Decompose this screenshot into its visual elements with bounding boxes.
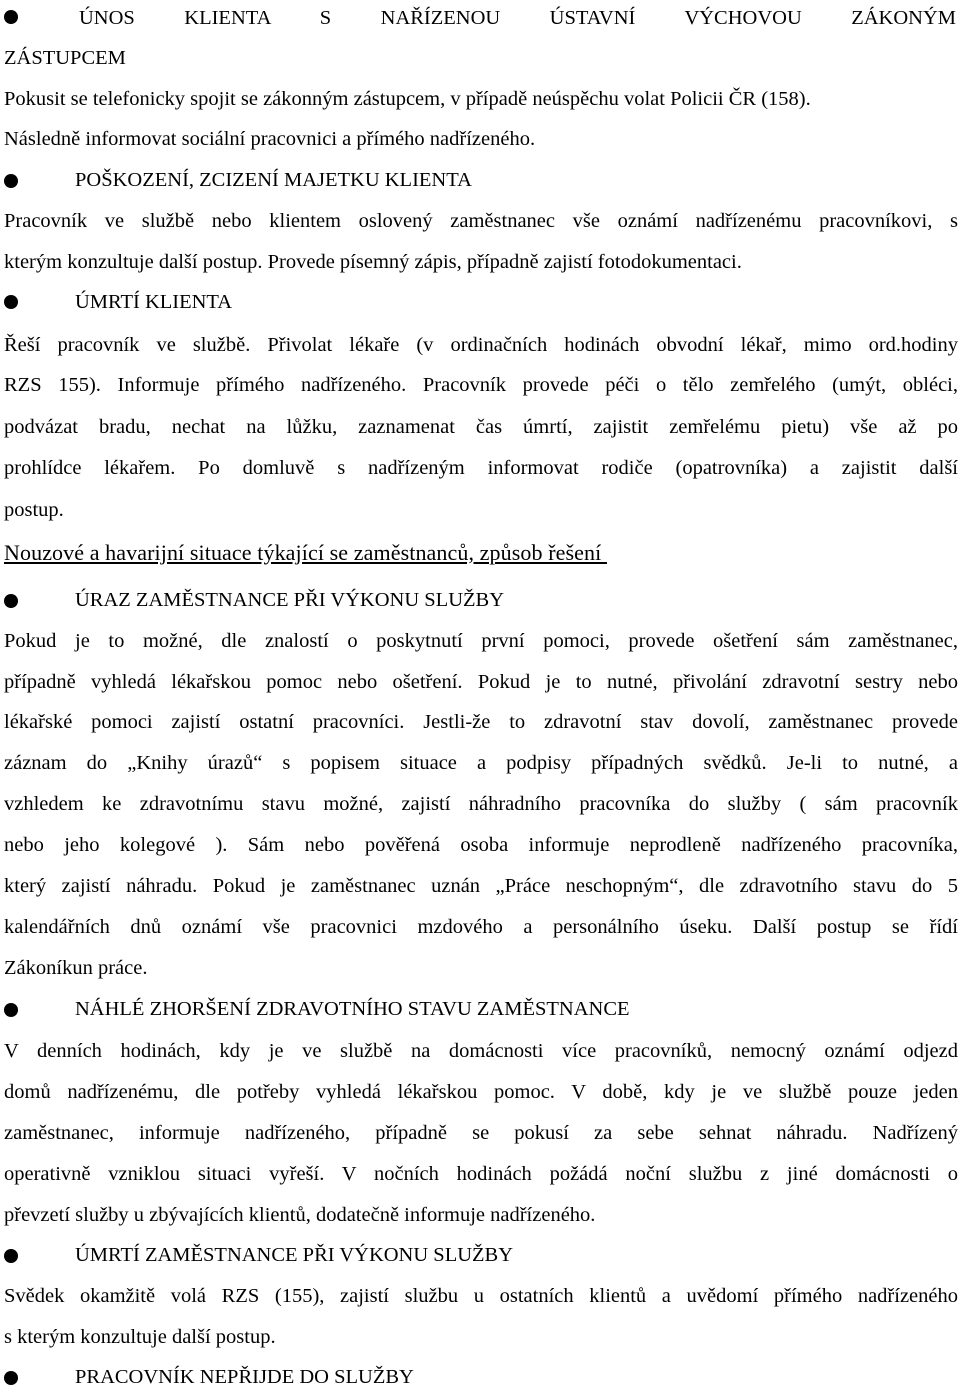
- paragraph-line: kterým konzultuje další postup. Provede písemný zápis, případně zajistí fotodokumentaci.: [4, 251, 742, 273]
- paragraph-line: který zajistí náhradu. Pokud je zaměstnanec uznán „Práce neschopným“, dle zdravotního stavu do 5: [4, 875, 958, 897]
- paragraph-line: Pokusit se telefonicky spojit se zákonným zástupcem, v případě neúspěchu volat Policii ČR (158).: [4, 88, 811, 110]
- paragraph-line: prohlídce lékařem. Po domluvě s nadřízeným informovat rodiče (opatrovníka) a zajistit další: [4, 457, 958, 479]
- paragraph-line: lékařské pomoci zajistí ostatní pracovníci. Jestli-že to zdravotní stav dovolí, zaměstnanec provede: [4, 711, 958, 733]
- bullet-icon: [4, 10, 18, 24]
- paragraph-line: Následně informovat sociální pracovnici a přímého nadřízeného.: [4, 128, 536, 150]
- bullet-icon: [4, 1249, 18, 1263]
- section-title: Nouzové a havarijní situace týkající se zaměstnanců, způsob řešení: [4, 540, 607, 565]
- paragraph-line: Pracovník ve službě nebo klientem oslovený zaměstnanec vše oznámí nadřízenému pracovníkovi, s: [4, 210, 958, 232]
- heading-sudden-health-deterioration: NÁHLÉ ZHORŠENÍ ZDRAVOTNÍHO STAVU ZAMĚSTNANCE: [75, 998, 630, 1020]
- paragraph-line: domů nadřízenému, dle potřeby vyhledá lékařskou pomoc. V době, kdy je ve službě pouze jeden: [4, 1081, 958, 1103]
- paragraph-line: Svědek okamžitě volá RZS (155), zajistí službu u ostatních klientů a uvědomí přímého nadřízeného: [4, 1285, 958, 1307]
- bullet-icon: [4, 1003, 18, 1017]
- paragraph-line: s kterým konzultuje další postup.: [4, 1326, 276, 1348]
- heading-employee-death: ÚMRTÍ ZAMĚSTNANCE PŘI VÝKONU SLUŽBY: [75, 1244, 514, 1266]
- heading-client-death: ÚMRTÍ KLIENTA: [75, 291, 233, 313]
- bullet-icon: [4, 174, 18, 188]
- paragraph-line: záznam do „Knihy úrazů“ s popisem situace a podpisy případných svědků. Je-li to nutné, a: [4, 752, 958, 774]
- paragraph-line: RZS 155). Informuje přímého nadřízeného. Pracovník provede péči o tělo zemřelého (umýt, obléci,: [4, 374, 958, 396]
- paragraph-line: vzhledem ke zdravotnímu stavu možné, zajistí náhradního pracovníka do služby ( sám pracovník: [4, 793, 958, 815]
- paragraph-line: podvázat bradu, nechat na lůžku, zaznamenat čas úmrtí, zajistit zemřelému pietu) vše až po: [4, 416, 958, 438]
- heading-worker-absent: PRACOVNÍK NEPŘIJDE DO SLUŽBY: [75, 1366, 414, 1388]
- paragraph-line: nebo jeho kolegové ). Sám nebo pověřená osoba informuje neprodleně nadřízeného pracovníka,: [4, 834, 958, 856]
- paragraph-line: případně vyhledá lékařskou pomoc nebo ošetření. Pokud je to nutné, přivolání zdravotní sestry nebo: [4, 671, 958, 693]
- paragraph-line: Řeší pracovník ve službě. Přivolat lékaře (v ordinačních hodinách obvodní lékař, mimo ord.hodiny: [4, 334, 958, 356]
- heading-employee-injury: ÚRAZ ZAMĚSTNANCE PŘI VÝKONU SLUŽBY: [75, 589, 504, 611]
- heading-abduction-line-1: ÚNOS KLIENTA S NAŘÍZENOU ÚSTAVNÍ VÝCHOVOU ZÁKONÝM: [79, 7, 956, 29]
- paragraph-line: V denních hodinách, kdy je ve službě na domácnosti více pracovníků, nemocný oznámí odjezd: [4, 1040, 958, 1062]
- heading-property-damage: POŠKOZENÍ, ZCIZENÍ MAJETKU KLIENTA: [75, 169, 472, 191]
- paragraph-line: převzetí služby u zbývajících klientů, dodatečně informuje nadřízeného.: [4, 1204, 596, 1226]
- bullet-icon: [4, 594, 18, 608]
- paragraph-line: zaměstnanec, informuje nadřízeného, případně se pokusí za sebe sehnat náhradu. Nadřízený: [4, 1122, 958, 1144]
- paragraph-line: kalendářních dnů oznámí vše pracovnici mzdového a personálního úseku. Další postup se řídí: [4, 916, 958, 938]
- heading-abduction-line-2: ZÁSTUPCEM: [4, 47, 126, 69]
- bullet-icon: [4, 1371, 18, 1385]
- paragraph-line: Zákoníkun práce.: [4, 957, 148, 979]
- paragraph-line: postup.: [4, 499, 64, 521]
- bullet-icon: [4, 295, 18, 309]
- paragraph-line: operativně vzniklou situaci vyřeší. V nočních hodinách požádá noční službu z jiné domácnosti o: [4, 1163, 958, 1185]
- paragraph-line: Pokud je to možné, dle znalostí o poskytnutí první pomoci, provede ošetření sám zaměstnanec,: [4, 630, 958, 652]
